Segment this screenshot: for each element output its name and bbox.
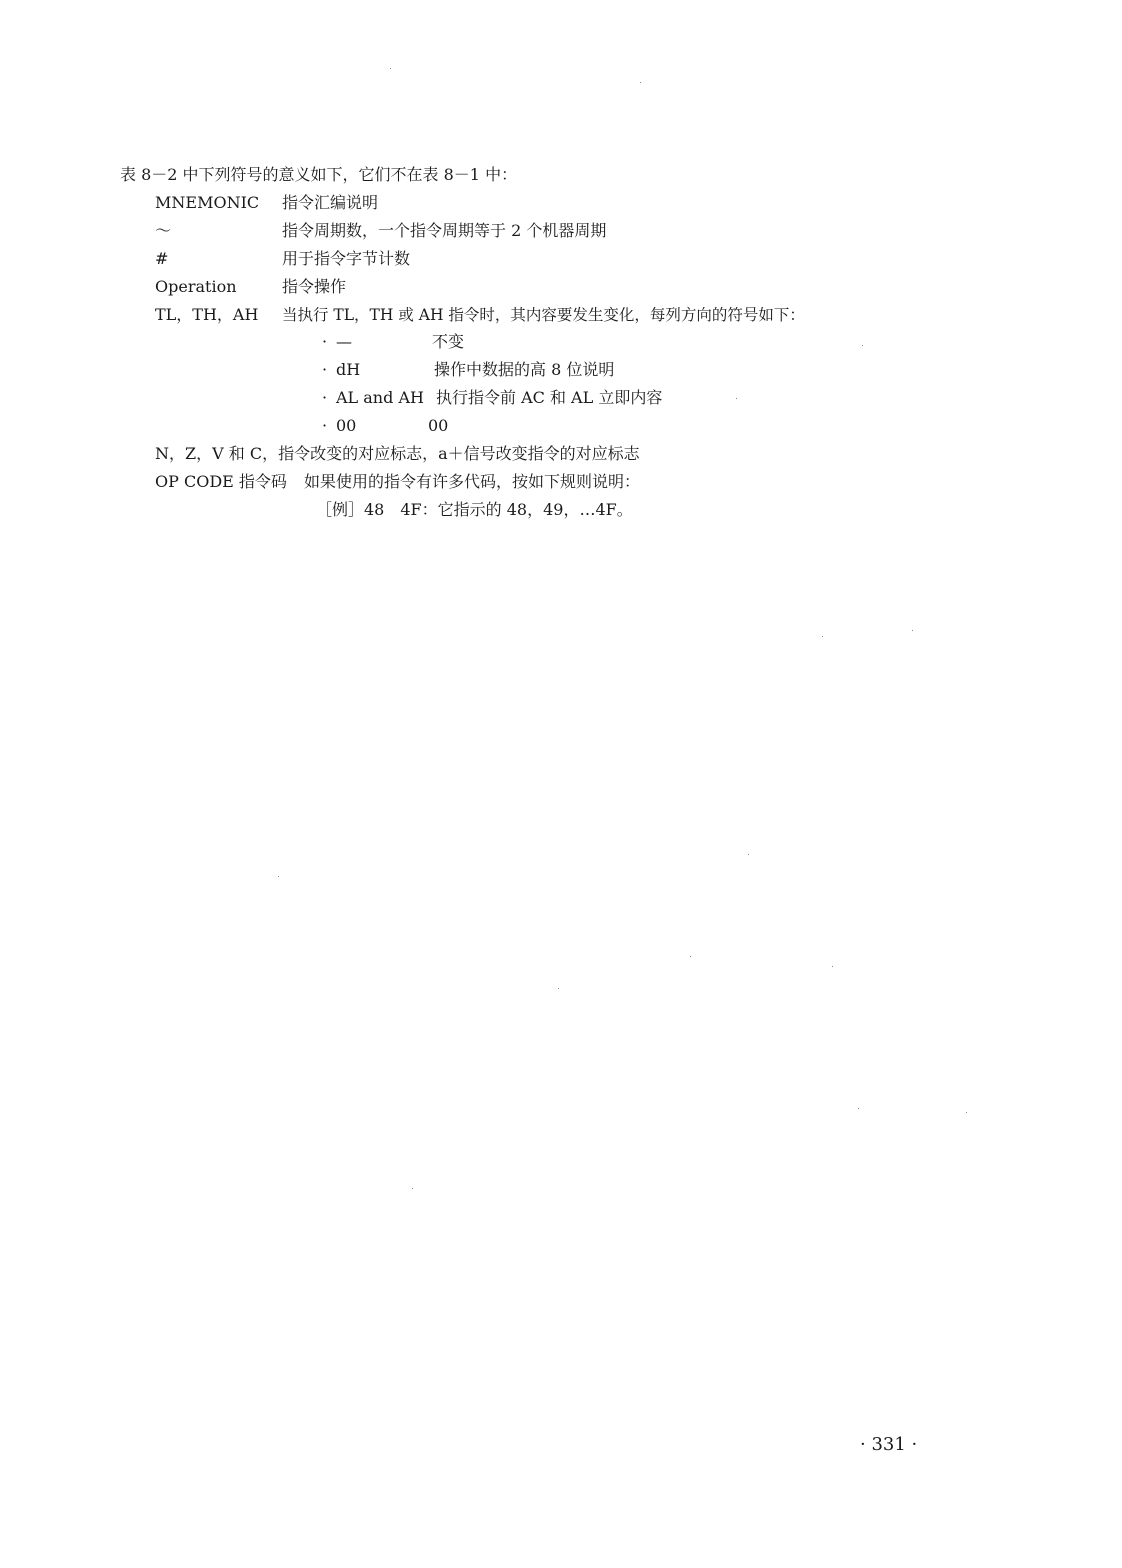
page-number: · 331 · <box>860 1434 918 1455</box>
bullet-label: AL and AH <box>336 388 424 407</box>
scan-speck <box>966 1112 967 1113</box>
scan-speck <box>278 876 279 877</box>
scan-speck <box>832 966 833 967</box>
scan-speck <box>558 988 559 989</box>
scan-speck <box>822 636 823 637</box>
scan-speck <box>690 956 691 957</box>
opcode-desc: 如果使用的指令有许多代码，按如下规则说明： <box>304 472 641 491</box>
scan-speck <box>640 82 641 83</box>
definition-term: TL，TH，AH <box>155 305 259 324</box>
bullet-dot: · <box>322 332 328 351</box>
intro-paragraph: 表 8－2 中下列符号的意义如下，它们不在表 8－1 中： <box>120 165 518 184</box>
scan-speck <box>412 1188 413 1189</box>
definition-desc: 指令周期数，一个指令周期等于 2 个机器周期 <box>282 221 607 240</box>
scan-speck <box>748 854 749 855</box>
definition-desc: 指令汇编说明 <box>282 193 379 212</box>
scan-speck <box>390 68 391 69</box>
definition-term: Operation <box>155 277 237 296</box>
definition-desc: 用于指令字节计数 <box>282 249 411 268</box>
example-line: ［例］48 4F：它指示的 48，49，…4F。 <box>316 500 633 519</box>
opcode-term: OP CODE 指令码 <box>155 472 287 491</box>
bullet-label: dH <box>336 360 361 379</box>
definition-term: ～ <box>155 221 172 240</box>
definition-term: # <box>155 249 169 268</box>
bullet-text: 执行指令前 AC 和 AL 立即内容 <box>436 388 663 407</box>
scan-speck <box>858 1108 859 1109</box>
definition-desc: 当执行 TL，TH 或 AH 指令时，其内容要发生变化，每列方向的符号如下： <box>282 306 805 324</box>
bullet-dot: · <box>322 388 328 407</box>
scan-speck <box>862 345 863 346</box>
scan-speck <box>736 398 737 399</box>
scan-speck <box>912 630 913 631</box>
bullet-text: 操作中数据的高 8 位说明 <box>434 360 615 379</box>
bullet-text: 00 <box>428 416 449 435</box>
bullet-dot: · <box>322 360 328 379</box>
flags-paragraph: N，Z，V 和 C，指令改变的对应标志，a＋信号改变指令的对应标志 <box>155 444 640 463</box>
bullet-label: — <box>336 332 352 351</box>
definition-desc: 指令操作 <box>282 277 347 296</box>
bullet-label: 00 <box>336 416 357 435</box>
definition-term: MNEMONIC <box>155 193 260 212</box>
bullet-text: 不变 <box>432 332 465 351</box>
bullet-dot: · <box>322 416 328 435</box>
